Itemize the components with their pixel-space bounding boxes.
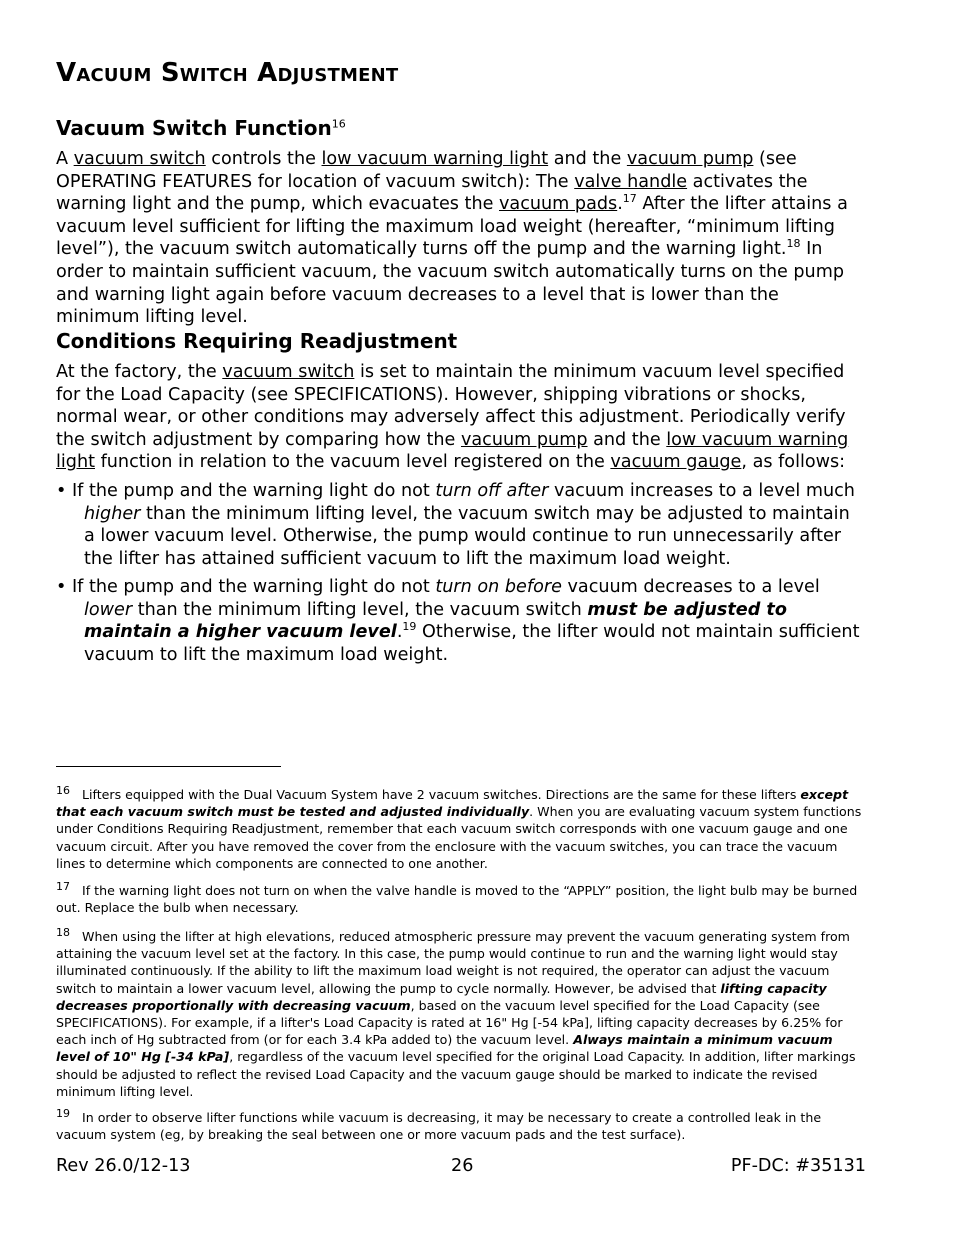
text: , based on the vacuum level specified for the Load Capacity (see SPECIFICATIONS). For example, if a lifter's Load Capacity is rated at 16" Hg [-54 kPa], lifting capacity decreases by 6.25% for each inch of Hg subtracted from (or for each 3.4 kPa added to) the vacuum level. [56,997,843,1048]
footnote-18 [56,925,866,1100]
footnote-ref-17: 17 [622,192,637,206]
text: vacuum increases to a level much [548,481,855,501]
footnote-ref-19: 19 [402,620,417,634]
readjustment-paragraph [56,361,866,474]
term-vacuum-switch: vacuum switch [73,149,206,169]
text: activates the warning light and the pump, which evacuates the [56,171,808,215]
text: Lifters equipped with the Dual Vacuum System have 2 vacuum switches. Directions are the same for these lifters [82,787,801,802]
text: Otherwise, the lifter would not maintain sufficient vacuum to lift the maximum load weight. [84,622,860,665]
text: If the warning light does not turn on when the valve handle is moved to the “APPLY” position, the light bulb may be burned out. Replace the bulb when necessary. [56,883,858,916]
footnote-19 [56,1106,866,1143]
emphasis: turn off after [435,481,549,501]
text: vacuum decreases to a level [561,577,820,597]
document-number: PF-DC: #35131 [730,1156,866,1176]
text: After the lifter attains a vacuum level sufficient for lifting the maximum load weight (hereafter, “minimum lifting level”), the vacuum switch automatically turns off the pump and the warning light. [56,194,848,260]
footnote-16 [56,783,866,872]
term-vacuum-pump: vacuum pump [626,149,754,169]
footnote-number: 18 [56,925,70,939]
text: . When you are evaluating vacuum system functions under Conditions Requiring Readjustment, remember that each vacuum switch corresponds with one vacuum gauge and one vacuum circuit. After you have removed the cover from the enclosure with the vacuum switches, you can trace the vacuum lines to determine which components are connected to one another. [56,804,862,871]
section-heading-function [56,116,346,140]
text: . [396,622,403,643]
text: and the [587,429,667,450]
strong-emphasis: must be adjusted to maintain a higher vacuum level [84,599,787,643]
text: • If the pump and the warning light do not [56,577,436,597]
footnote-ref-18: 18 [786,237,801,251]
term-valve-handle: valve handle [574,171,688,192]
text: (see OPERATING FEATURES for location of vacuum switch): The [56,149,797,192]
text: . [617,194,623,215]
strong-emphasis: lifting capacity decreases proportionally with decreasing vacuum [56,980,827,1013]
footnote-ref-16: 16 [331,117,346,131]
page-title: Vacuum Switch Adjustment [56,58,399,88]
strong-emphasis: except that each vacuum switch must be tested and adjusted individually [56,787,849,820]
text: controls the [205,149,322,169]
term-vacuum-pads: vacuum pads [499,194,618,215]
text: In order to observe lifter functions while vacuum is decreasing, it may be necessary to create a controlled leak in the vacuum system (eg, by breaking the seal between one or more vacuum pads and the test surface). [56,1110,822,1143]
bullet-item-turn-on [56,576,866,666]
function-paragraph [56,148,866,329]
term-vacuum-gauge: vacuum gauge [610,452,742,473]
term-vacuum-switch: vacuum switch [222,362,355,382]
footnote-separator [56,766,281,767]
text: At the factory, the [56,362,223,382]
footnote-number: 16 [56,783,70,797]
text: In order to maintain sufficient vacuum, the vacuum switch automatically turns on the pump and warning light again before vacuum decreases to a level that is lower than the minimum lifting level. [56,239,845,328]
revision-label: Rev 26.0/12-13 [56,1156,191,1176]
text: When using the lifter at high elevations, reduced atmospheric pressure may prevent the vacuum generating system from attaining the vacuum level set at the factory. In this case, the pump would continue to run and the warning light would stay illuminated continuously. If the ability to lift the maximum load weight is not required, the operator can adjust the vacuum switch to maintain a lower vacuum level, allowing the pump to cycle normally. However, be advised that [56,929,850,996]
page-number: 26 [451,1156,474,1176]
term-low-vacuum-warning-light: low vacuum warning light [56,429,849,473]
term-vacuum-pump: vacuum pump [460,429,588,450]
section-heading-readjustment: Conditions Requiring Readjustment [56,329,458,353]
bullet-item-turn-off [56,480,866,570]
emphasis: higher [84,503,141,524]
text: than the minimum lifting level, the vacuum switch [132,599,588,620]
text: is set to maintain the minimum vacuum level specified for the Load Capacity (see SPECIFICATIONS). However, shipping vibrations or shocks, normal wear, or other conditions may adversely affect this adjustment. Periodically verify the switch adjustment by comparing how the [56,362,846,450]
emphasis: lower [84,599,133,620]
text: • If the pump and the warning light do not [56,481,436,501]
text: , regardless of the vacuum level specified for the original Load Capacity. In addition, lifter markings should be adjusted to reflect the revised Load Capacity and the vacuum gauge should be marked to indicate the revised minimum lifting level. [56,1049,856,1099]
text: than the minimum lifting level, the vacuum switch may be adjusted to maintain a lower vacuum level. Otherwise, the pump would continue to run unnecessarily after the lifter has attained sufficient vacuum to lift the maximum load weight. [84,503,850,569]
term-low-vacuum-warning-light: low vacuum warning light [321,149,549,169]
heading-text: Vacuum Switch Function [56,116,332,140]
footnote-number: 17 [56,879,70,893]
footnote-17 [56,879,866,916]
text: and the [548,149,627,169]
text: A [56,149,74,169]
strong-emphasis: Always maintain a minimum vacuum level of 10" Hg [-34 kPa] [56,1032,833,1065]
text: function in relation to the vacuum level registered on the [95,452,611,473]
footnote-number: 19 [56,1106,70,1120]
text: , as follows: [741,452,846,473]
emphasis: turn on before [435,577,562,597]
